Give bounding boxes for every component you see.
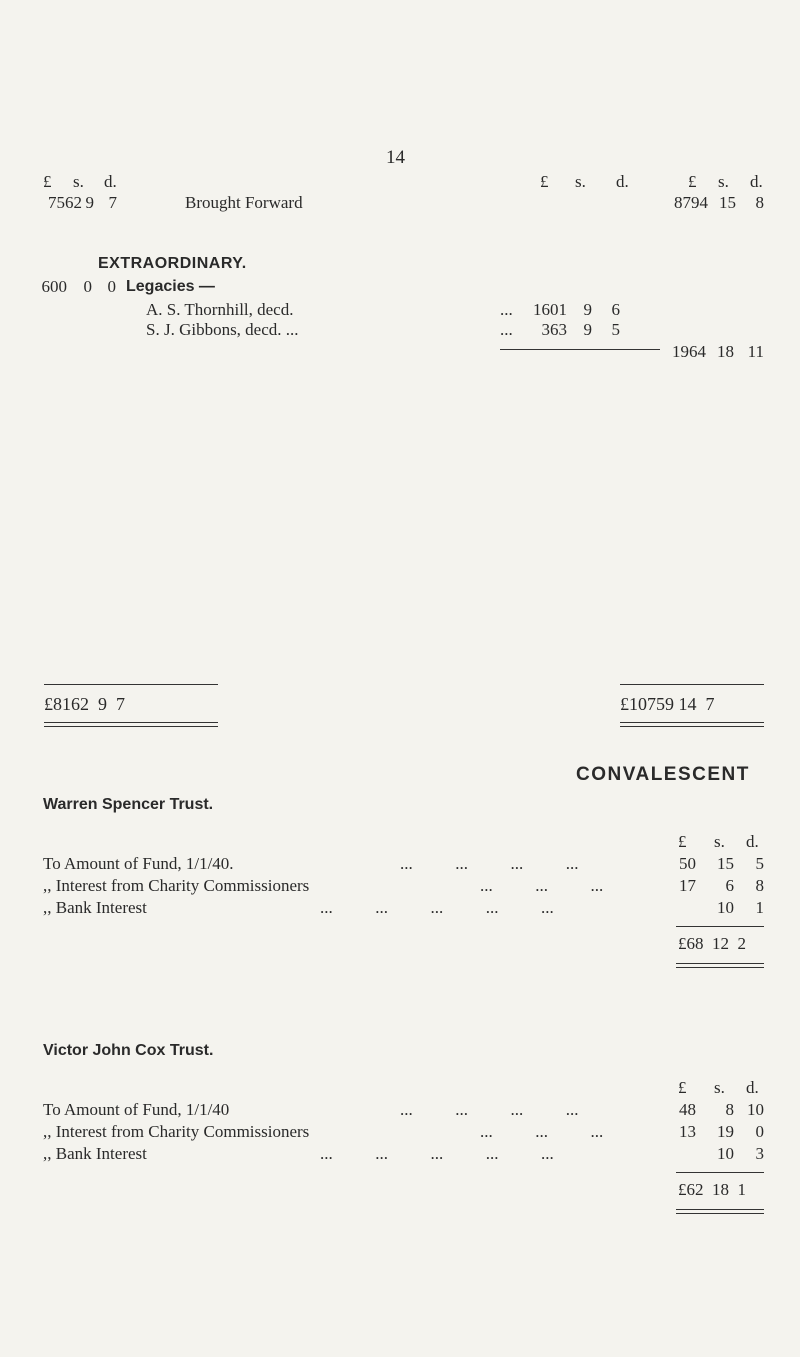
right-brought-s: 15 (719, 193, 736, 212)
legacies-left-s: 0 (83, 277, 92, 296)
trust-row-s: 10 (717, 898, 734, 917)
legacy-row-d: 5 (611, 320, 620, 339)
trust-total-top-rule (676, 926, 764, 927)
trust-row-pound: 50 (679, 854, 696, 873)
trust-row-dots: ... ... ... (480, 876, 604, 895)
trust-header-d: d. (746, 832, 759, 851)
legacies-total-pound: 1964 (672, 342, 706, 361)
right-total-top-rule (620, 684, 764, 685)
legacies-total-s: 18 (717, 342, 734, 361)
legacy-row-pound: 1601 (533, 300, 567, 319)
trust-row-pound: 48 (679, 1100, 696, 1119)
left-total-double-rule (44, 722, 218, 727)
trust-row-d: 3 (755, 1144, 764, 1163)
legacies-label: Legacies — (126, 278, 215, 295)
trust-header-pound: £ (678, 1078, 687, 1097)
trust-row-s: 10 (717, 1144, 734, 1163)
right-total-double-rule (620, 722, 764, 727)
right-brought-pound: 8794 (674, 193, 708, 212)
trust-row-dots: ... ... ... ... ... (320, 898, 554, 917)
extraordinary-heading: EXTRAORDINARY. (98, 255, 247, 272)
right-header-pound: £ (688, 172, 697, 191)
convalescent-heading: CONVALESCENT (576, 764, 750, 785)
legacies-total-d: 11 (747, 342, 764, 361)
right-header-d: d. (750, 172, 763, 191)
trust-row-label: ,, Bank Interest (43, 1144, 147, 1163)
trust-row-pound: 13 (679, 1122, 696, 1141)
trust-row-s: 6 (725, 876, 734, 895)
left-brought-d: 7 (108, 193, 117, 212)
trust-title: Warren Spencer Trust. (43, 796, 214, 813)
trust-row-d: 1 (755, 898, 764, 917)
legacy-row-s: 9 (583, 300, 592, 319)
legacy-row-name: A. S. Thornhill, decd. (146, 300, 294, 319)
trust-total-double-rule (676, 1209, 764, 1214)
left-total-top-rule (44, 684, 218, 685)
legacy-row-pound: 363 (541, 320, 567, 339)
trust-row-s: 8 (725, 1100, 734, 1119)
trust-row-dots: ... ... ... (480, 1122, 604, 1141)
legacy-row-dots: ... (500, 300, 513, 319)
trust-total-top-rule (676, 1172, 764, 1173)
mid-header-pound: £ (540, 172, 549, 191)
trust-row-d: 10 (747, 1100, 764, 1119)
legacy-row-name: S. J. Gibbons, decd. ... (146, 320, 299, 339)
trust-row-dots: ... ... ... ... (400, 1100, 579, 1119)
legacies-subtotal-rule (500, 349, 660, 350)
trust-header-d: d. (746, 1078, 759, 1097)
trust-row-label: To Amount of Fund, 1/1/40 (43, 1100, 230, 1119)
trust-row-dots: ... ... ... ... (400, 854, 579, 873)
trust-row-label: ,, Bank Interest (43, 898, 147, 917)
trust-row-dots: ... ... ... ... ... (320, 1144, 554, 1163)
legacies-left-d: 0 (107, 277, 116, 296)
mid-header-d: d. (616, 172, 629, 191)
right-total: £10759 14 7 (620, 694, 715, 714)
trust-header-s: s. (714, 1078, 725, 1097)
left-header-pound: £ (43, 172, 52, 191)
mid-header-s: s. (575, 172, 586, 191)
trust-total: £68 12 2 (678, 934, 746, 953)
trust-total-double-rule (676, 963, 764, 968)
trust-row-s: 19 (717, 1122, 734, 1141)
trust-title: Victor John Cox Trust. (43, 1042, 214, 1059)
left-header-d: d. (104, 172, 117, 191)
trust-row-d: 8 (755, 876, 764, 895)
trust-header-pound: £ (678, 832, 687, 851)
legacies-left-pound: 600 (41, 277, 67, 296)
trust-row-d: 0 (755, 1122, 764, 1141)
trust-row-label: ,, Interest from Charity Commissioners (43, 876, 310, 895)
trust-total: £62 18 1 (678, 1180, 746, 1199)
left-brought-pound: 7562 (48, 193, 82, 212)
left-brought-s: 9 (85, 193, 94, 212)
right-brought-d: 8 (755, 193, 764, 212)
right-header-s: s. (718, 172, 729, 191)
left-total: £8162 9 7 (44, 694, 125, 714)
brought-forward-label: Brought Forward (185, 193, 303, 212)
legacy-row-d: 6 (611, 300, 620, 319)
trust-row-s: 15 (717, 854, 734, 873)
trust-row-pound: 17 (679, 876, 696, 895)
legacy-row-s: 9 (583, 320, 592, 339)
trust-row-label: ,, Interest from Charity Commissioners (43, 1122, 310, 1141)
page-number: 14 (386, 147, 405, 168)
trust-header-s: s. (714, 832, 725, 851)
left-header-s: s. (73, 172, 84, 191)
trust-row-d: 5 (755, 854, 764, 873)
legacy-row-dots: ... (500, 320, 513, 339)
trust-row-label: To Amount of Fund, 1/1/40. (43, 854, 234, 873)
